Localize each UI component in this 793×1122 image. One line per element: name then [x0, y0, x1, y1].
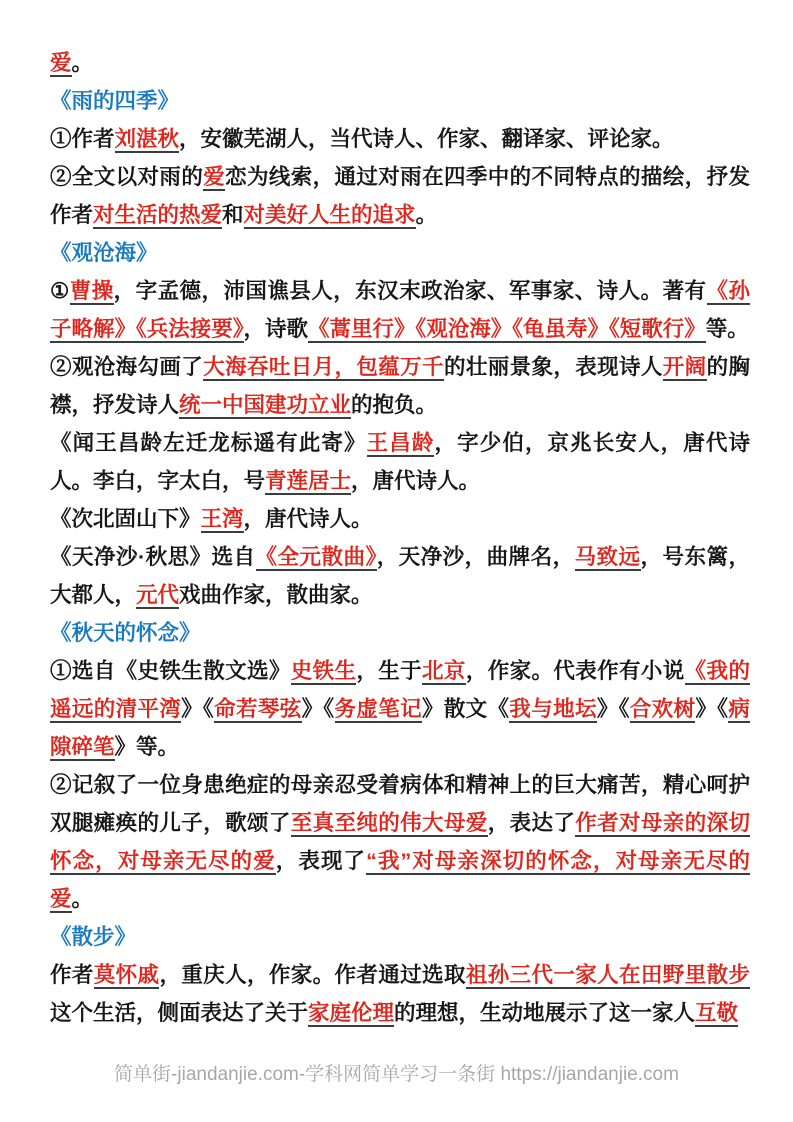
- body-text: 》等。: [114, 735, 180, 759]
- body-text: 的理想，生动地展示了这一家人: [394, 1001, 696, 1025]
- body-text: ，表达了: [487, 811, 576, 835]
- body-text: 《秋天的怀念》: [50, 621, 201, 645]
- body-text: 《散步》: [50, 925, 137, 949]
- body-text: 。: [71, 51, 94, 75]
- section-heading: [50, 918, 750, 956]
- body-text: ，字少伯，京兆长安人，唐代诗人。李白，字太白，号: [50, 431, 750, 493]
- body-text: 作者: [50, 963, 94, 987]
- paragraph: [50, 500, 750, 538]
- highlighted-text: 《全元散曲》: [255, 545, 377, 569]
- body-text: 《观沧海》: [50, 241, 158, 265]
- body-text: ，表现了: [275, 849, 367, 873]
- highlighted-text: 元代: [136, 583, 180, 607]
- highlighted-text: 青莲居士: [265, 469, 352, 493]
- highlighted-text: 马致远: [574, 545, 641, 569]
- paragraph: [50, 272, 750, 348]
- paragraph: [50, 44, 750, 82]
- highlighted-text: 爱: [203, 165, 226, 189]
- body-text: 的胸襟，抒发诗人: [50, 355, 750, 417]
- highlighted-text: 王昌龄: [366, 431, 435, 455]
- body-text: 《天净沙·秋思》选自: [50, 545, 256, 569]
- highlighted-text: 作者对母亲的深切怀念，对母亲无尽的爱: [50, 811, 750, 873]
- highlighted-text: 命若琴弦: [214, 697, 302, 721]
- body-text: 《次北固山下》: [50, 507, 201, 531]
- highlighted-text: 北京: [422, 659, 466, 683]
- body-text: ，生于: [356, 659, 423, 683]
- body-text: 《闻王昌龄左迁龙标遥有此寄》: [50, 431, 367, 455]
- body-text: 《雨的四季》: [50, 89, 180, 113]
- body-text: ，诗歌: [243, 317, 309, 341]
- notes-content: [50, 44, 750, 1032]
- body-text: ，字孟德，沛国谯县人，东汉末政治家、军事家、诗人。著有: [113, 279, 707, 303]
- highlighted-text: 我与地坛: [509, 697, 597, 721]
- highlighted-text: 病隙碎笔: [50, 697, 750, 759]
- highlighted-text: 大海吞吐日月，包蕴万千: [203, 355, 444, 379]
- body-text: ，重庆人，作家。作者通过选取: [159, 963, 466, 987]
- paragraph: [50, 652, 750, 766]
- section-heading: [50, 234, 750, 272]
- highlighted-text: 莫怀戚: [93, 963, 160, 987]
- body-text: ，号东篱，大都人，: [50, 545, 750, 607]
- body-text: ②记叙了一位身患绝症的母亲忍受着病体和精神上的巨大痛苦，精心呵护双腿瘫痪的儿子，歌颂了: [50, 773, 750, 835]
- highlighted-text: 曹操: [69, 279, 114, 303]
- paragraph: [50, 956, 750, 1032]
- highlighted-text: 《蒿里行》《观沧海》《龟虽寿》《短歌行》: [308, 317, 706, 341]
- body-text: ①选自《史铁生散文选》: [50, 659, 291, 683]
- highlighted-text: 刘湛秋: [114, 127, 180, 151]
- body-text: 》《: [596, 697, 630, 721]
- highlighted-text: 合欢树: [629, 697, 696, 721]
- body-text: 。: [415, 203, 438, 227]
- highlighted-text: 王湾: [200, 507, 244, 531]
- highlighted-text: 史铁生: [290, 659, 357, 683]
- body-text: 》散文《: [421, 697, 510, 721]
- body-text: ②全文以对雨的: [50, 165, 204, 189]
- body-text: 。: [71, 887, 94, 911]
- highlighted-text: 统一中国建功立业: [179, 393, 352, 417]
- highlighted-text: 《我的遥远的清平湾: [50, 659, 750, 721]
- body-text: ①: [50, 279, 70, 303]
- body-text: 》《: [695, 697, 729, 721]
- body-text: 这个生活，侧面表达了关于: [50, 1001, 309, 1025]
- body-text: 》《: [301, 697, 335, 721]
- body-text: ，天净沙，曲牌名，: [376, 545, 575, 569]
- paragraph: [50, 158, 750, 234]
- body-text: 等。: [705, 317, 749, 341]
- body-text: ，唐代诗人。: [351, 469, 481, 493]
- paragraph: [50, 348, 750, 424]
- section-heading: [50, 614, 750, 652]
- body-text: ，安徽芜湖人，当代诗人、作家、翻译家、评论家。: [179, 127, 674, 151]
- highlighted-text: 至真至纯的伟大母爱: [290, 811, 488, 835]
- highlighted-text: 对生活的热爱: [93, 203, 223, 227]
- highlighted-text: 对美好人生的追求: [243, 203, 416, 227]
- body-text: ，作家。代表作有小说: [465, 659, 685, 683]
- highlighted-text: 爱: [50, 51, 72, 75]
- body-text: 的壮丽景象，表现诗人: [443, 355, 663, 379]
- body-text: ，唐代诗人。: [243, 507, 373, 531]
- body-text: ②观沧海勾画了: [50, 355, 204, 379]
- body-text: 》《: [181, 697, 215, 721]
- body-text: 的抱负。: [351, 393, 438, 417]
- highlighted-text: 祖孙三代一家人在田野里散步: [465, 963, 750, 987]
- highlighted-text: 家庭伦理: [308, 1001, 395, 1025]
- body-text: 和: [222, 203, 244, 227]
- paragraph: [50, 538, 750, 614]
- highlighted-text: 务虚笔记: [334, 697, 422, 721]
- highlighted-text: 《孙子略解》《兵法接要》: [50, 279, 750, 341]
- body-text: ①作者: [50, 127, 115, 151]
- highlighted-text: 互敬: [695, 1001, 739, 1025]
- paragraph: [50, 766, 750, 918]
- paragraph: [50, 120, 750, 158]
- highlighted-text: “我”对母亲深切的怀念，对母亲无尽的爱: [50, 849, 750, 911]
- body-text: 恋为线索，通过对雨在四季中的不同特点的描绘，抒发作者: [50, 165, 750, 227]
- highlighted-text: 开阔: [662, 355, 707, 379]
- body-text: 戏曲作家，散曲家。: [179, 583, 373, 607]
- watermark-footer: 简单街-jiandanjie.com-学科网简单学习一条街 https://jiandanjie.com: [114, 1064, 679, 1085]
- paragraph: [50, 424, 750, 500]
- section-heading: [50, 82, 750, 120]
